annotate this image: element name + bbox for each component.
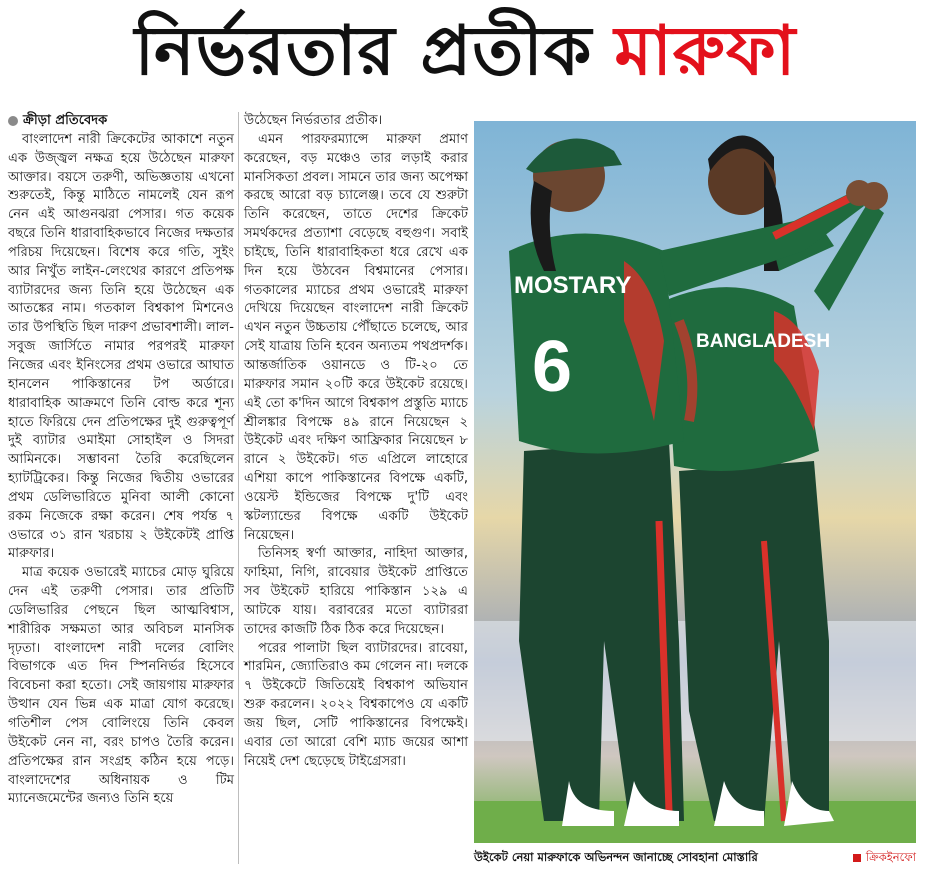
news-photo bbox=[474, 121, 916, 843]
paragraph: উঠেছেন নির্ভরতার প্রতীক। bbox=[244, 113, 383, 128]
column-divider bbox=[238, 112, 239, 864]
jersey-number-text: 6 bbox=[532, 327, 573, 407]
headline bbox=[0, 0, 931, 104]
jersey-country-text: BANGLADESH bbox=[696, 331, 831, 352]
photo-credit bbox=[853, 849, 916, 868]
headline-part1: নির্ভরতার প্রতীক bbox=[134, 12, 593, 91]
paragraph: এমন পারফরম্যান্সে মারুফা প্রমাণ করেছেন, বড় মঞ্চেও তার লড়াই করার মানসিকতা প্রবল। সামনে তার জন্য অপেক্ষা করছে আরো বড় চ্যালেঞ্জ। তবে যে শুরুটা তিনি করেছেন, তাতে দেশের ক্রিকেট সমর্থকদের প্রত্যাশা বেড়েছে বহুগুণ। সবাই চাইছে, তিনি ধারাবাহিকতা ধরে রেখে এক দিন হয়ে উঠবেন বিশ্বমানের পেসার। গতকালের ম্যাচের প্রথম ওভারেই মারুফা দেখিয়ে দিয়েছেন বাংলাদেশ নারী ক্রিকেট এখন নতুন উচ্চতায় পৌঁছাতে চলেছে, আর সেই যাত্রায় তিনি হবেন অন্যতম পথপ্রদর্শক। আন্তর্জাতিক ওয়ানডে ও টি-২০ তে মারুফার সমান ২০টি করে উইকেট রয়েছে। এই তো ক'দিন আগে বিশ্বকাপ প্রস্তুতি ম্যাচে শ্রীলঙ্কার বিপক্ষে ৪৯ রানে নিয়েছেন ২ উইকেট এবং দক্ষিণ আফ্রিকার নিয়েছেন ৮ রানে ২ উইকেট। গত এপ্রিলে লাহোরে এশিয়া কাপে পাকিস্তানের বিপক্ষে একটি, ওয়েস্ট ইন্ডিজের বিপক্ষে দু'টি এবং স্কটল্যান্ডের বিপক্ষে একটি উইকেট নিয়েছেন। bbox=[244, 131, 468, 543]
square-icon bbox=[853, 854, 861, 862]
caption-text: উইকেট নেয়া মারুফাকে অভিনন্দন জানাচ্ছে সোবহানা মোস্তারি bbox=[474, 849, 758, 864]
article-column-2 bbox=[244, 112, 468, 772]
article-column-1 bbox=[8, 112, 234, 809]
byline-text: ক্রীড়া প্রতিবেদক bbox=[23, 113, 108, 128]
paragraph: বাংলাদেশ নারী ক্রিকেটের আকাশে নতুন এক উজ্জ্বল নক্ষত্র হয়ে উঠেছেন মারুফা আক্তার। বয়সে তরুণী, অভিজ্ঞতায় এখনো শুরুতেই, কিন্তু মাঠিতে নামলেই যেন রূপ নেন এই আগুনঝরা পেসার। গত কয়েক বছরে তিনি ধারাবাহিকভাবে নিজের দক্ষতার পরিচয় দিয়েছেন। বিশেষ করে গতি, সুইং আর নিখুঁত লাইন-লেংথের কারণে প্রতিপক্ষ ব্যাটারদের জন্য তিনি হয়ে উঠেছেন এক আতঙ্কের নাম। গতকাল বিশ্বকাপ মিশনেও তার উপস্থিতি ছিল দারুণ প্রভাবশালী। লাল-সবুজ জার্সিতে নামার পরপরই মারুফা নিজের এবং ইনিংসের প্রথম ওভারে আঘাত হানলেন পাকিস্তানের টপ অর্ডারে। ধারাবাহিক আক্রমণে তিনি বোল্ড করে শূন্য হাতে ফিরিয়ে দেন প্রতিপক্ষের দুই গুরুত্বপূর্ণ দুই ব্যাটার ওমাইমা সোহাইল ও সিদরা আমিনকে। সম্ভাবনা তৈরি করেছিলেন হ্যাটট্রিকের। কিন্তু নিজের দ্বিতীয় ওভারের প্রথম ডেলিভারিতে মুনিবা আলী কোনো রকম নিজেকে রক্ষা করেন। শেষ পর্যন্ত ৭ ওভারে ৩১ রান খরচায় ২ উইকেটই প্রাপ্তি মারুফার। bbox=[8, 131, 234, 562]
bullet-icon bbox=[8, 116, 18, 126]
byline bbox=[8, 112, 234, 131]
jersey-name-text: MOSTARY bbox=[514, 272, 632, 299]
headline-part2: মারুফা bbox=[614, 12, 797, 91]
paragraph: পরের পালাটা ছিল ব্যাটারদের। রাবেয়া, শারমিন, জ্যোতিরাও কম গেলেন না। দলকে ৭ উইকেটে জিতিয়েই বিশ্বকাপ অভিযান শুরু করলেন। ২০২২ বিশ্বকাপেও যে একটি জয় ছিল, সেটি পাকিস্তানের বিপক্ষেই। এবার তো আরো বেশি ম্যাচ জয়ের আশা নিয়েই দেশ ছেড়েছে টাইগ্রেসরা। bbox=[244, 640, 468, 769]
paragraph: মাত্র কয়েক ওভারেই ম্যাচের মোড় ঘুরিয়ে দেন এই তরুণী পেসার। তার প্রতিটি ডেলিভারির পেছনে ছিল আত্মবিশ্বাস, শারীরিক সক্ষমতা আর অবিচল মানসিক দৃঢ়তা। বাংলাদেশ নারী দলের বোলিং বিভাগকে এত দিন স্পিননির্ভর হিসেবে বিবেচনা করা হতো। সেই জায়গায় মারুফার উত্থান যেন ভিন্ন এক মাত্রা যোগ করেছে। গতিশীল পেস বোলিংয়ে তিনি কেবল উইকেট নেন না, বরং চাপও তৈরি করেন। প্রতিপক্ষের রান সংগ্রহ কঠিন হয়ে পড়ে। বাংলাদেশের অধিনায়ক ও টিম ম্যানেজমেন্টের জন্যও তিনি হয়ে bbox=[8, 565, 234, 807]
paragraph: তিনিসহ স্বর্ণা আক্তার, নাহিদা আক্তার, ফাহিমা, নিগি, রাবেয়ার উইকেট প্রাপ্তিতে সব উইকেট হারিয়ে পাকিস্তান ১২৯ এ আটকে যায়। বরাবরের মতো ব্যাটাররা তাদের কাজটি ঠিক ঠিক করে দিয়েছেন। bbox=[244, 546, 468, 637]
celebration-illustration bbox=[474, 121, 916, 843]
credit-text: ক্রিকইনফো bbox=[865, 849, 916, 864]
grass bbox=[474, 801, 916, 843]
photo-caption bbox=[474, 849, 916, 867]
